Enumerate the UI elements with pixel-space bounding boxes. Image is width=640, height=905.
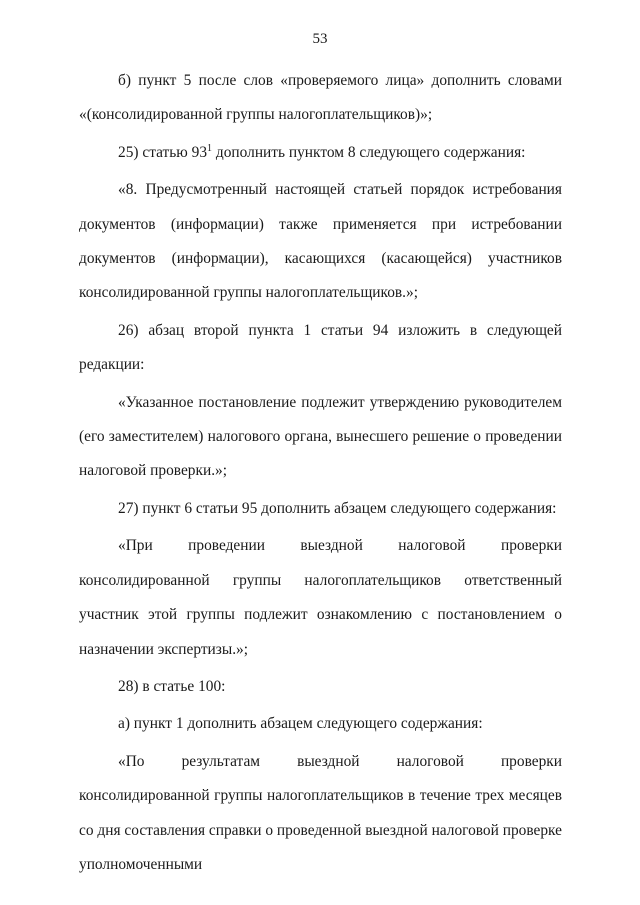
- document-body: [79, 64, 562, 882]
- paragraph-3: «8. Предусмотренный настоящей статьей порядок истребования документов (информации) также применяется при истребовании документов (информации), касающихся (касающейся) участников консолидированной группы налогоплательщиков.»;: [79, 181, 562, 302]
- paragraph-6: 27) пункт 6 статьи 95 дополнить абзацем следующего содержания:: [118, 499, 557, 517]
- paragraph-4: 26) абзац второй пункта 1 статьи 94 изложить в следующей редакции:: [79, 321, 562, 374]
- paragraph-2-suffix: дополнить пунктом 8 следующего содержания:: [212, 143, 526, 161]
- paragraph-2: [79, 136, 562, 170]
- paragraph-7: «При проведении выездной налоговой проверки консолидированной группы налогоплательщиков ответственный участник этой группы подлежит ознакомлению с постановлением о назначении экспертизы.»;: [79, 537, 562, 658]
- paragraph-1: б) пункт 5 после слов «проверяемого лица» дополнить словами «(консолидированной группы налогоплательщиков)»;: [79, 72, 562, 124]
- paragraph-8: 28) в статье 100:: [118, 677, 226, 695]
- superscript-1: 1: [207, 142, 213, 154]
- paragraph-10: «По результатам выездной налоговой проверки консолидированной группы налогоплательщиков в течение трех месяцев со дня составления справки о проведенной выездной налоговой проверке уполномоченными: [79, 752, 562, 873]
- paragraph-5: «Указанное постановление подлежит утверждению руководителем (его заместителем) налогового органа, вынесшего решение о проведении налоговой проверки.»;: [79, 393, 562, 480]
- paragraph-2-prefix: 25) статью 93: [118, 143, 208, 161]
- paragraph-9: а) пункт 1 дополнить абзацем следующего содержания:: [118, 715, 483, 733]
- page-number: 53: [312, 31, 328, 47]
